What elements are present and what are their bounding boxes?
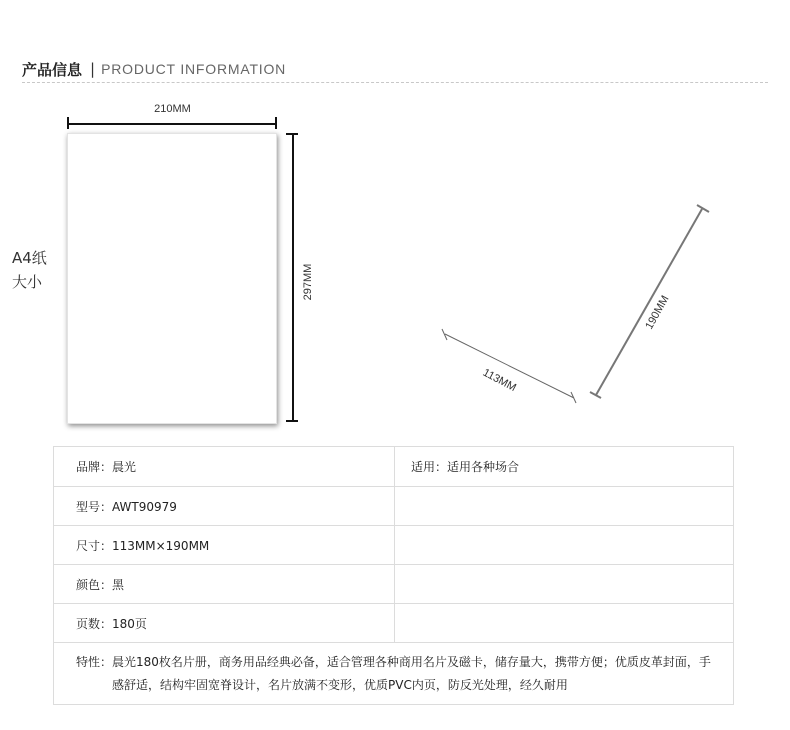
paper-height-cap-top: [286, 133, 298, 135]
table-row: [54, 487, 734, 526]
features-label: 特性：: [76, 654, 113, 669]
section-title-cn: 产品信息: [22, 60, 83, 79]
spec-table: [53, 446, 734, 705]
paper-width-label: 210MM: [154, 103, 191, 115]
spec-empty-cell: [395, 604, 734, 643]
title-separator: |: [90, 60, 96, 78]
a4-size-label: [12, 246, 47, 294]
table-row: [54, 447, 734, 487]
spec-empty-cell: [395, 487, 734, 526]
a4-label-line2: 大小: [12, 273, 43, 291]
paper-height-dimension-line: [292, 133, 294, 422]
paper-height-cap-bottom: [286, 420, 298, 422]
product-height-dimension: [590, 205, 709, 398]
a4-label-line1: A4纸: [12, 249, 47, 267]
product-dimension-diagram: [420, 190, 730, 420]
paper-width-cap-right: [275, 117, 277, 129]
spec-color: 颜色：黑: [54, 565, 395, 604]
section-title-en: PRODUCT INFORMATION: [101, 61, 287, 77]
spec-pages: 页数：180页: [54, 604, 395, 643]
section-header: [22, 58, 286, 80]
product-height-label: 190MM: [643, 293, 672, 332]
spec-features: [54, 643, 734, 705]
spec-brand: 品牌：晨光: [54, 447, 395, 487]
header-divider: [22, 82, 768, 83]
spec-usage: 适用：适用各种场合: [395, 447, 734, 487]
product-width-label: 113MM: [480, 366, 519, 395]
table-row: [54, 526, 734, 565]
table-row: [54, 565, 734, 604]
spec-empty-cell: [395, 565, 734, 604]
table-row: [54, 604, 734, 643]
paper-width-dimension-line: [68, 123, 277, 125]
paper-height-label: 297MM: [302, 263, 314, 301]
table-row: [54, 643, 734, 705]
features-text: 晨光180枚名片册，商务用品经典必备，适合管理各种商用名片及磁卡，储存量大，携带方便；优质皮革封面，手感舒适，结构牢固宽脊设计，名片放满不变形，优质PVC内页，防反光处理，经久耐用: [112, 654, 711, 692]
a4-paper-sheet: [67, 133, 277, 424]
paper-width-cap-left: [67, 117, 69, 129]
spec-size: 尺寸：113MM×190MM: [54, 526, 395, 565]
spec-empty-cell: [395, 526, 734, 565]
spec-model: 型号：AWT90979: [54, 487, 395, 526]
